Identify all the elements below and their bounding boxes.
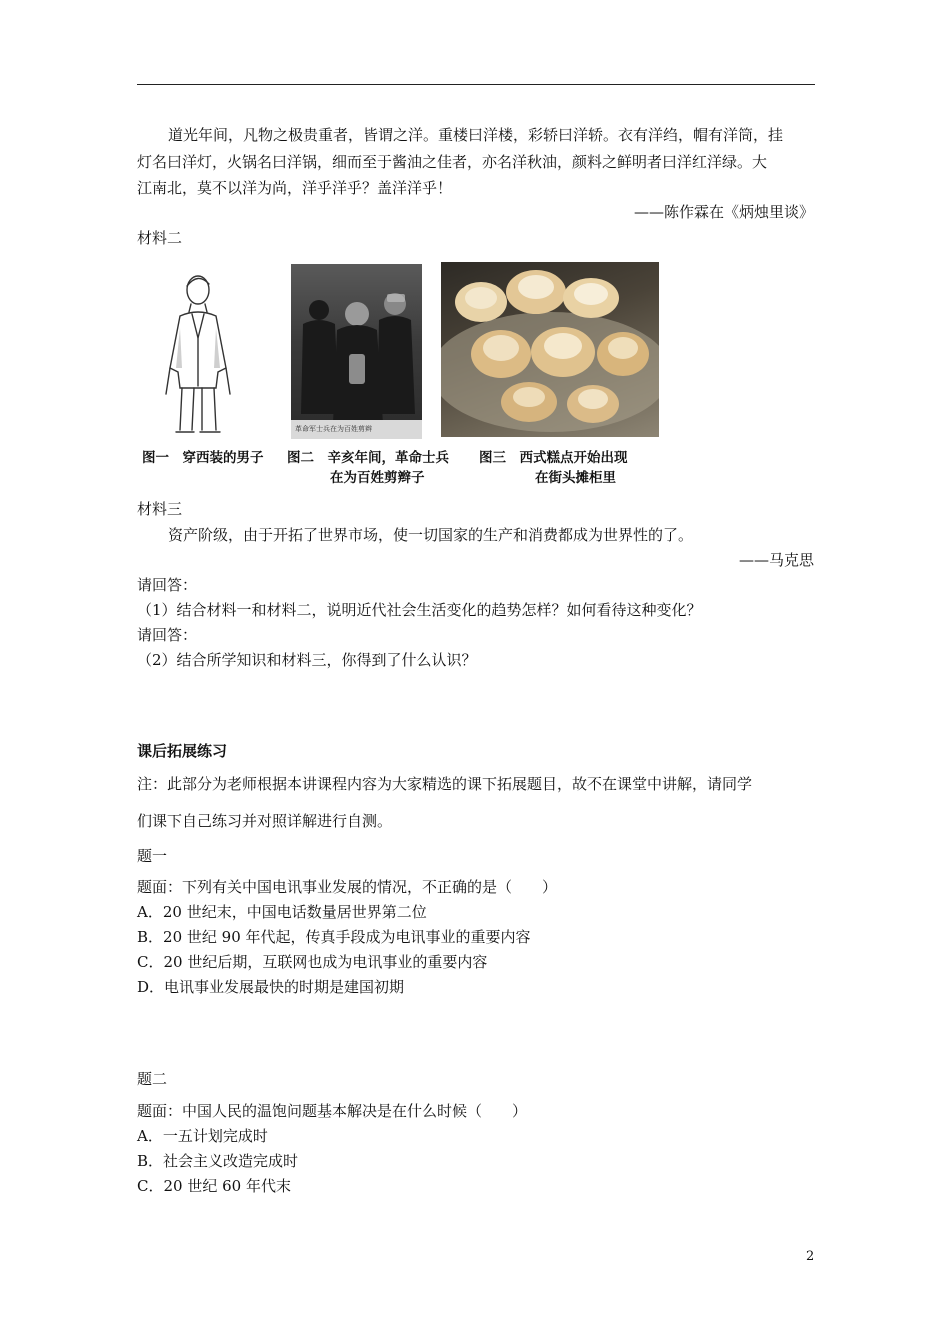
practice-note-line2: 们课下自己练习并对照详解进行自测。 <box>137 812 393 830</box>
figure1-man-in-suit <box>140 268 252 438</box>
figure2-caption-line2: 在为百姓剪辫子 <box>330 470 425 486</box>
question-prompt-2: 请回答： <box>137 626 198 644</box>
question-1-stem: 题面：下列有关中国电讯事业发展的情况，不正确的是（ ） <box>137 878 558 896</box>
figure2-soldiers-photo <box>291 264 422 439</box>
figure3-caption-line1: 图三 西式糕点开始出现 <box>479 450 628 466</box>
passage1-line1: 道光年间，凡物之极贵重者，皆谓之洋。重楼曰洋楼，彩轿曰洋轿。衣有洋绉，帽有洋筒，挂 <box>168 126 784 144</box>
figure2-caption-line1: 图二 辛亥年间，革命士兵 <box>287 450 449 466</box>
passage1-source: ——陈作霖在《炳烛里谈》 <box>633 203 814 221</box>
question-1-option-c: C．20 世纪后期，互联网也成为电讯事业的重要内容 <box>137 953 488 971</box>
question-2-option-a: A．一五计划完成时 <box>137 1127 268 1145</box>
question-1-option-b: B．20 世纪 90 年代起，传真手段成为电讯事业的重要内容 <box>137 928 531 946</box>
figure3-pastries-photo <box>441 262 659 437</box>
question-1-label: 题一 <box>137 847 168 865</box>
question-1-option-a: A．20 世纪末，中国电话数量居世界第二位 <box>137 903 427 921</box>
question-2-label: 题二 <box>137 1070 168 1088</box>
question-2-option-c: C．20 世纪 60 年代末 <box>137 1177 291 1195</box>
question-2-stem: 题面：中国人民的温饱问题基本解决是在什么时候（ ） <box>137 1102 528 1120</box>
material2-heading: 材料二 <box>137 229 183 247</box>
passage1-line2: 灯名曰洋灯，火锅名曰洋锅，细而至于酱油之佳者，亦名洋秋油，颜料之鲜明者曰洋红洋绿。大 <box>137 153 768 171</box>
figure2-inner-caption: 革命军士兵在为百姓剪辫 <box>295 425 372 433</box>
question-1: （1）结合材料一和材料二，说明近代社会生活变化的趋势怎样？如何看待这种变化？ <box>137 601 702 619</box>
practice-title: 课后拓展练习 <box>137 742 228 760</box>
material3-source: ——马克思 <box>738 551 814 569</box>
figure3-caption-line2: 在街头摊柜里 <box>535 470 616 486</box>
header-rule <box>137 84 815 85</box>
page-number: 2 <box>806 1249 815 1264</box>
passage1-line3: 江南北，莫不以洋为尚，洋乎洋乎？盖洋洋乎！ <box>137 179 453 197</box>
question-prompt-1: 请回答： <box>137 576 198 594</box>
question-2-option-b: B．社会主义改造完成时 <box>137 1152 299 1170</box>
material3-heading: 材料三 <box>137 500 183 518</box>
question-1-option-d: D．电讯事业发展最快的时期是建国初期 <box>137 978 405 996</box>
practice-note-line1: 注：此部分为老师根据本讲课程内容为大家精选的课下拓展题目，故不在课堂中讲解，请同学 <box>137 775 753 793</box>
question-2: （2）结合所学知识和材料三，你得到了什么认识？ <box>137 651 477 669</box>
material3-text: 资产阶级，由于开拓了世界市场，使一切国家的生产和消费都成为世界性的了。 <box>168 526 694 544</box>
figure1-caption: 图一 穿西装的男子 <box>142 450 264 466</box>
